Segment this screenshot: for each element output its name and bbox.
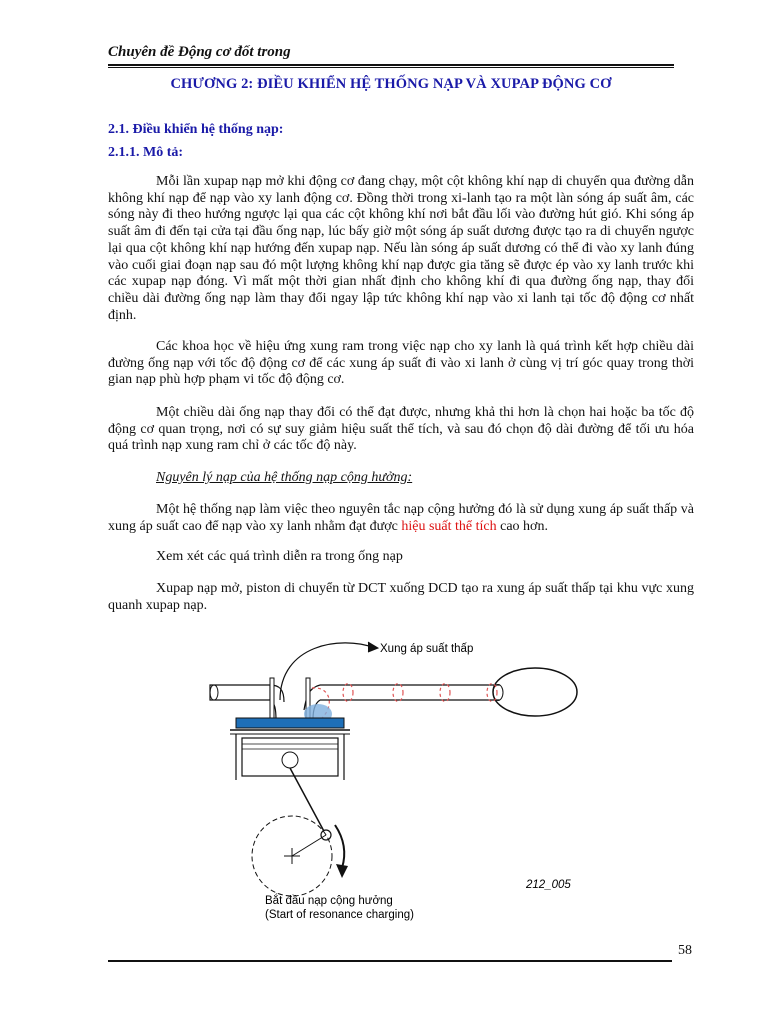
principle-subheading: Nguyên lý nạp của hệ thống nạp cộng hưởng:	[156, 470, 413, 485]
footer-rule	[108, 960, 672, 962]
combustion-chamber	[236, 718, 344, 728]
figure-code: 212_005	[526, 879, 571, 891]
rotation-arrowhead	[336, 864, 348, 878]
exhaust-port-end	[210, 685, 218, 700]
paragraph-6-text: Xupap nạp mở, piston di chuyển từ DCT xuống DCD tạo ra xung áp suất thấp tại khu vực xung quanh xupap nạp.	[108, 581, 694, 613]
paragraph-4	[108, 502, 694, 535]
paragraph-5: Xem xét các quá trình diễn ra trong ống nạp	[156, 549, 403, 564]
pressure-wave	[393, 684, 403, 702]
label-pointer-line	[280, 643, 375, 700]
section-heading-2-1-1: 2.1.1. Mô tả:	[108, 145, 184, 160]
figure-caption-vi: Bắt đầu nạp cộng hưởng	[265, 895, 393, 907]
paragraph-6	[108, 581, 694, 614]
wrist-pin	[282, 752, 298, 768]
pressure-wave	[343, 684, 353, 702]
exhaust-valve-stem	[270, 678, 274, 720]
pressure-waves	[312, 684, 497, 719]
pressure-wave	[440, 684, 450, 702]
paragraph-4-tail: cao hơn.	[496, 518, 548, 534]
paragraph-2	[108, 339, 694, 389]
connecting-rod	[290, 768, 326, 835]
exhaust-port	[210, 685, 270, 700]
intake-plenum	[493, 668, 577, 716]
intake-runner	[320, 685, 500, 700]
header-rule-thin	[108, 67, 674, 68]
figure-caption-en: (Start of resonance charging)	[265, 909, 414, 921]
header-rule	[108, 64, 674, 66]
low-pressure-pulse-label: Xung áp suất thấp	[380, 643, 474, 655]
paragraph-2-text: Các khoa học về hiệu ứng xung ram trong việc nạp cho xy lanh là quá trình kết hợp chiều dài đường ống nạp với tốc độ động cơ để các xung áp suất đi vào xi lanh ở cùng vị trí góc quay trong thời gian nạp phù hợp phạm vi tốc độ động cơ.	[108, 339, 694, 388]
pressure-wave	[487, 684, 497, 702]
paragraph-1-text: Mỗi lần xupap nạp mở khi động cơ đang chạy, một cột không khí nạp di chuyển qua đường dẫn không khí nạp để nạp vào xy lanh động cơ. Đồng thời trong xi-lanh tạo ra một làn sóng áp suất âm, các sóng này đi theo hướng ngược lại qua các cột không khí nơi bắt đầu lối vào đường hút gió. Khi sóng áp suất âm đi đến tại cửa tại đầu ống nạp, lúc bấy giờ một sóng áp suất dương được tạo ra di chuyển ngược lại qua cột không khí nạp hướng đến xupap nạp. Nếu làn sóng áp suất dương có thể đi vào xy lanh đúng vào cuối giai đoạn nạp sau đó một lượng không khí nạp được gia tăng sẽ được ép vào xy lanh trước khi các xupap nạp đóng. Vì mất một thời gian nhất định cho không khí đi qua đường ống nạp, thay đổi chiều dài đường ống nạp làm thay đổi ngay lập tức không khí nạp vào xi lanh tại tốc độ động cơ nhất định.	[108, 174, 694, 323]
label-arrowhead	[368, 642, 378, 652]
paragraph-4-text: Một hệ thống nạp làm việc theo nguyên tắc nạp cộng hưởng đó là sử dụng xung áp suất thấp và xung áp suất cao để nạp vào xy lanh nhằm đạt được	[108, 502, 694, 534]
running-header: Chuyên đề Động cơ đốt trong	[108, 44, 291, 60]
chapter-title: CHƯƠNG 2: ĐIỀU KHIỂN HỆ THỐNG NẠP VÀ XUPAP ĐỘNG CƠ	[170, 76, 612, 92]
runner-mouth	[493, 685, 503, 701]
paragraph-1	[108, 174, 694, 324]
volumetric-efficiency-highlight: hiệu suất thể tích	[401, 518, 497, 534]
crank-arm	[292, 835, 326, 856]
resonance-charging-diagram	[200, 630, 600, 930]
paragraph-3	[108, 405, 694, 455]
paragraph-3-text: Một chiều dài ống nạp thay đổi có thể đạt được, nhưng khả thi hơn là chọn hai hoặc ba tốc độ động cơ quan trọng, nơi có sự suy giảm hiệu suất thể tích, và sau đó chọn độ dài đường để tối ưu hóa quá trình nạp xung ram chỉ ở các tốc độ này.	[108, 405, 694, 454]
section-heading-2-1: 2.1. Điều khiển hệ thống nạp:	[108, 122, 284, 137]
rotation-arrow	[335, 825, 344, 868]
page-number: 58	[678, 943, 692, 958]
